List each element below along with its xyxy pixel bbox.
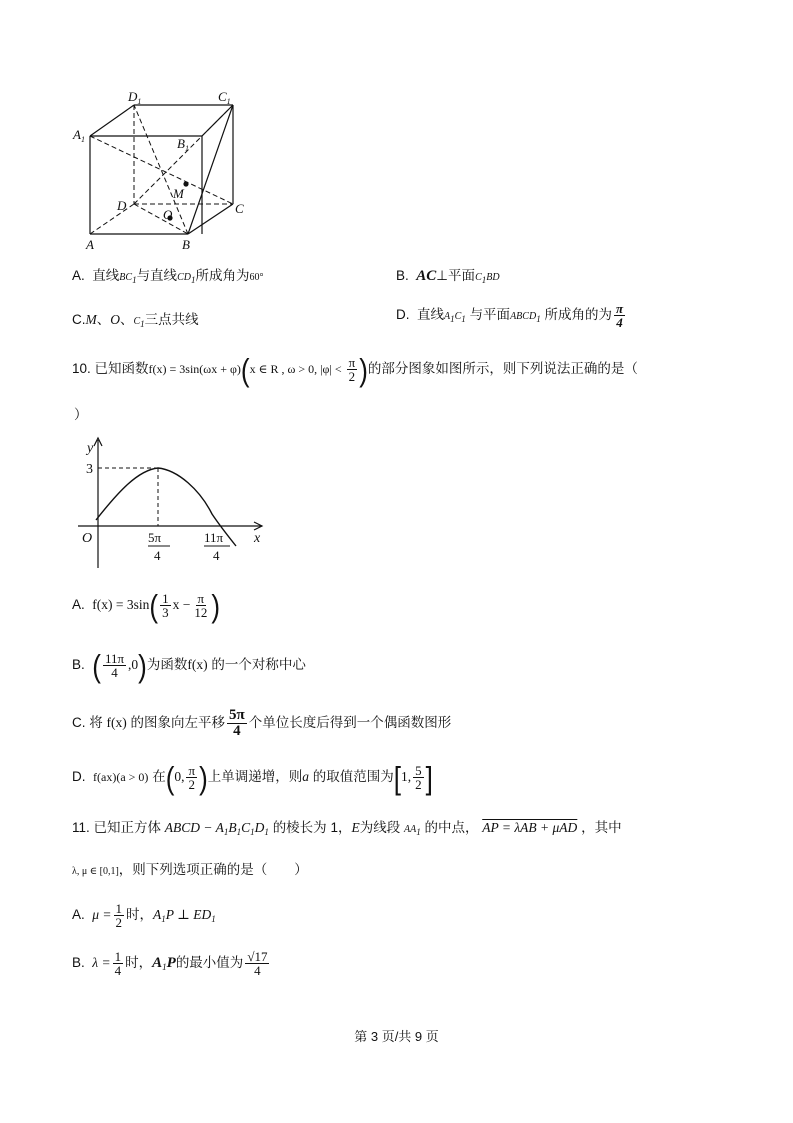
q9-option-c[interactable]: C.M、O、$C_1$三点共线 (72, 312, 199, 329)
label-d1: $D_1$ (128, 89, 142, 106)
edge-bc (188, 204, 233, 234)
page-footer: 第 3 页/共 9 页 (354, 1029, 439, 1044)
q11-stem-line1: 11. 已知正方体 ABCD − $A_1B_1C_1D_1$ 的棱长为 1，E为线段 $AA_1$ 的中点， AP = λAB + μAD ，其中 (72, 820, 622, 837)
label-x2-den: 4 (213, 548, 220, 563)
diag-a1c (90, 136, 233, 204)
q10-stem: 10. 已知函数f(x) = 3sin(ωx + φ)(x ∈ R , ω > 0, |φ| < $\frac{\pi}{2}$ )的部分图象如图所示，则下列说法正确的是（ (72, 351, 638, 388)
label-x1-num: 5π (148, 530, 162, 545)
point-m (183, 181, 188, 186)
q10-option-b[interactable]: B. ( $\frac{11\pi}{4}$ ,0)为函数f(x) 的一个对称中心 (72, 647, 306, 684)
label-x2-num: 11π (204, 530, 224, 545)
diag-bc1 (188, 105, 233, 234)
q10-option-d[interactable]: D. f(ax)(a > 0) 在(0, $\frac{\pi}{2}$ )上单调递增，则a 的取值范围为[1, $\frac{5}{2}$ ] (72, 759, 433, 796)
diag-db (134, 204, 188, 234)
label-x1-den: 4 (154, 548, 161, 563)
label-c1: $C_1$ (218, 89, 231, 106)
q9-option-d[interactable]: D. 直线$A_1C_1$ 与平面$ABCD_1$ 所成角的为 $\frac{\pi}{4}$ (396, 301, 624, 330)
label-ymax: 3 (86, 462, 93, 477)
q9-option-b[interactable]: B. AC⊥平面$C_1BD$ (396, 268, 500, 285)
q9-option-a[interactable]: A. 直线$BC_1$与直线$CD_1$所成角为60° (72, 268, 264, 285)
label-c: C (235, 201, 244, 216)
edge-ad (90, 204, 134, 234)
diag-bd1 (134, 105, 188, 234)
label-b: B (182, 237, 190, 252)
label-a: A (86, 237, 94, 252)
label-o: O (163, 207, 173, 222)
q11-stem-line2: λ, μ ∈ [0,1]，则下列选项正确的是（ ） (72, 862, 308, 877)
q10-sine-graph (78, 434, 278, 574)
edge-a1d1 (90, 105, 134, 136)
label-a1: $A_1$ (73, 127, 85, 144)
label-x: x (254, 531, 261, 546)
q10-option-c[interactable]: C. 将 f(x) 的图象向左平移 $\frac{5\pi}{4}$ 个单位长度后得到一个偶函数图形 (72, 707, 452, 739)
q11-option-b[interactable]: B. λ = $\frac{1}{4}$ 时，$A_1P$的最小值为 $\frac{√17}{4}$ (72, 949, 268, 978)
cube-figure (70, 88, 270, 260)
q10-stem-close: ） (74, 407, 88, 422)
label-origin: O (82, 531, 93, 546)
label-y: y (87, 441, 94, 456)
label-d: D (117, 198, 127, 213)
q10-option-a[interactable]: A. f(x) = 3sin( $\frac{1}{3}$ x − $\frac{\pi}{12}$ ) (72, 587, 220, 624)
label-m: M (173, 186, 184, 201)
edge-b1c1 (202, 105, 233, 136)
label-b1: $B_1$ (177, 136, 189, 153)
q11-option-a[interactable]: A. μ = $\frac{1}{2}$ 时，$A_1P$ ⊥ $ED_1$ (72, 901, 216, 930)
